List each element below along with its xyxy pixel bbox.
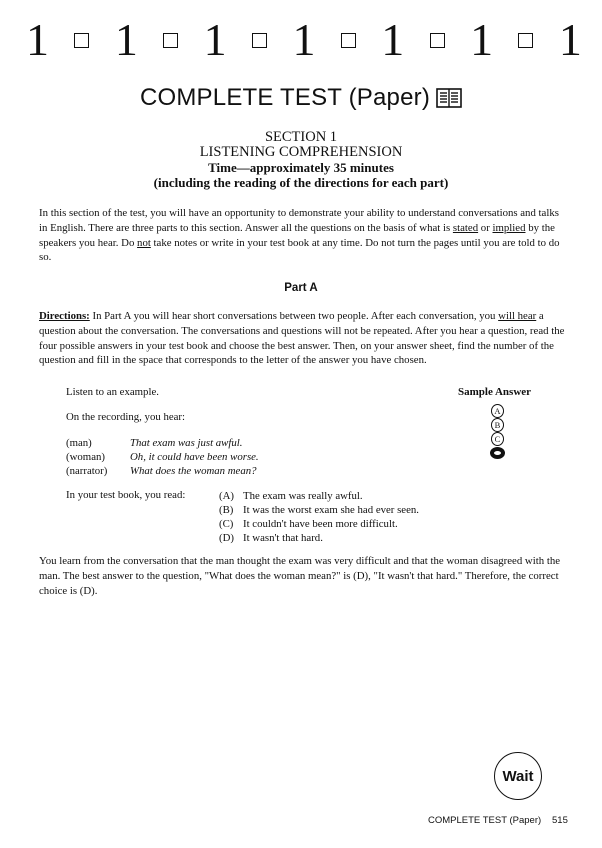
choice-item — [219, 489, 419, 503]
page-title — [0, 84, 602, 112]
header-one: 1 — [292, 14, 316, 65]
speaker: (woman) — [66, 451, 105, 463]
choice-text: The exam was really awful. — [243, 490, 363, 502]
dialogue — [66, 436, 259, 478]
example-recording: On the recording, you hear: — [66, 411, 186, 423]
answer-oval-a: A — [491, 404, 504, 418]
example-listen: Listen to an example. — [66, 386, 159, 398]
answer-oval-d-filled — [490, 447, 505, 459]
header-one: 1 — [114, 14, 138, 65]
answer-oval-c: C — [491, 432, 504, 446]
wait-badge: Wait — [494, 752, 542, 800]
sample-answer-label: Sample Answer — [458, 386, 532, 398]
choice-letter: (C) — [219, 518, 234, 530]
section-number: SECTION 1 — [264, 129, 338, 145]
choice-item — [219, 517, 419, 531]
spoken-line: Oh, it could have been worse. — [130, 451, 259, 463]
choice-letter: (B) — [219, 504, 234, 516]
header-box — [518, 33, 533, 48]
directions-label: Directions: — [39, 310, 90, 322]
part-title: Part A — [284, 282, 318, 294]
choice-text: It couldn't have been more difficult. — [243, 518, 398, 530]
example-read: In your test book, you read: — [66, 489, 186, 501]
dialogue-line — [66, 464, 259, 478]
dialogue-line — [66, 436, 259, 450]
dialogue-line — [66, 450, 259, 464]
spoken-line: That exam was just awful. — [130, 437, 243, 449]
section-heading — [0, 130, 602, 190]
choice-text: It was the worst exam she had ever seen. — [243, 504, 419, 516]
book-icon — [436, 87, 462, 109]
speaker: (man) — [66, 437, 92, 449]
spoken-line: What does the woman mean? — [130, 465, 257, 477]
header-one: 1 — [203, 14, 227, 65]
header-box — [74, 33, 89, 48]
section-time: Time—approximately 35 minutes — [208, 160, 394, 175]
choice-letter: (A) — [219, 490, 234, 502]
choice-text: It wasn't that hard. — [243, 532, 323, 544]
answer-ovals — [491, 404, 509, 459]
title-text: COMPLETE TEST (Paper) — [139, 84, 431, 111]
choice-letter: (D) — [219, 532, 234, 544]
page-number: 515 — [552, 815, 568, 826]
header-one: 1 — [26, 14, 49, 65]
header-box — [430, 33, 445, 48]
header-box — [163, 33, 178, 48]
header-one: 1 — [381, 14, 405, 65]
footer-title: COMPLETE TEST (Paper) — [428, 815, 542, 826]
directions-paragraph: Directions: In Part A you will hear short conversations between two people. After each conversation, you will hear a question about the conversation. The conversations and questions will not be repeated. After you hear a question, read the four possible answers in your test book and choose the best answer. Then, on your answer sheet, find the number of the question and fill in the space that corresponds to the letter of the answer you have chosen. — [39, 310, 565, 367]
answer-oval-b: B — [491, 418, 504, 432]
intro-paragraph: In this section of the test, you will have an opportunity to demonstrate your ability to understand conversations and talks in English. There are three parts to this section. Answer all the questions on the basis of what is stated or implied by the speakers you hear. Do not take notes or write in your test book at any time. Do not turn the pages until you are told to do so. — [39, 207, 560, 264]
choice-item — [219, 531, 419, 545]
header-one: 1 — [558, 14, 582, 65]
section-name: LISTENING COMPREHENSION — [199, 144, 403, 160]
header-strip — [26, 16, 582, 64]
choice-item — [219, 503, 419, 517]
header-box — [252, 33, 267, 48]
section-note: (including the reading of the directions for each part) — [153, 175, 449, 190]
explanation-paragraph: You learn from the conversation that the man thought the exam was very difficult and that the woman disagreed with the man. The best answer to the question, "What does the woman mean?" is (D), "It wasn't that hard." Therefore, the correct choice is (D). — [39, 555, 561, 597]
header-one: 1 — [470, 14, 494, 65]
speaker: (narrator) — [66, 465, 108, 477]
header-box — [341, 33, 356, 48]
answer-choices — [219, 489, 419, 545]
